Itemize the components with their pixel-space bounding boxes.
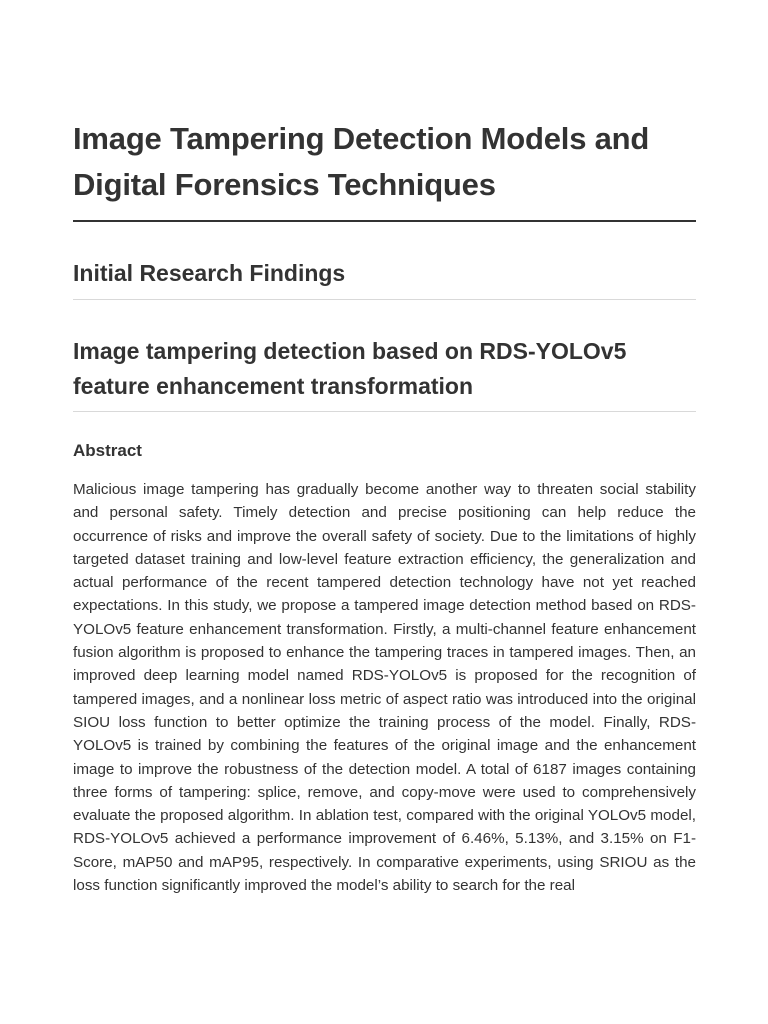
document-page: [73, 0, 696, 918]
article-title: Image tampering detection based on RDS-YOLOv5 feature enhancement transformation: [73, 338, 627, 399]
abstract-heading: Abstract: [73, 441, 142, 460]
document-title: Image Tampering Detection Models and Digital Forensics Techniques: [73, 121, 650, 202]
abstract-text: Malicious image tampering has gradually become another way to threaten social stability and personal safety. Timely detection and precise positioning can help reduce the occurrence of risks and improve the overall safety of society. Due to the limitations of highly targeted dataset training and low-level feature extraction efficiency, the generalization and actual performance of the recent tampered detection technology have not yet reached expectations. In this study, we propose a tampered image detection method based on RDS-YOLOv5 feature enhancement transformation. Firstly, a multi-channel feature enhancement fusion algorithm is proposed to enhance the tampering traces in tampered images. Then, an improved deep learning model named RDS-YOLOv5 is proposed for the recognition of tampered images, and a nonlinear loss metric of aspect ratio was introduced into the original SIOU loss function to better optimize the training process of the model. Finally, RDS-YOLOv5 is trained by combining the features of the original image and the enhancement image to improve the robustness of the detection model. A total of 6187 images containing three forms of tampering: splice, remove, and copy-move were used to comprehensively evaluate the proposed algorithm. In ablation test, compared with the original YOLOv5 model, RDS-YOLOv5 achieved a performance improvement of 6.46%, 5.13%, and 3.15% on F1-Score, mAP50 and mAP95, respectively. In comparative experiments, using SRIOU as the loss function significantly improved the model’s ability to search for the real: [73, 481, 696, 895]
section-heading: Initial Research Findings: [73, 260, 346, 286]
